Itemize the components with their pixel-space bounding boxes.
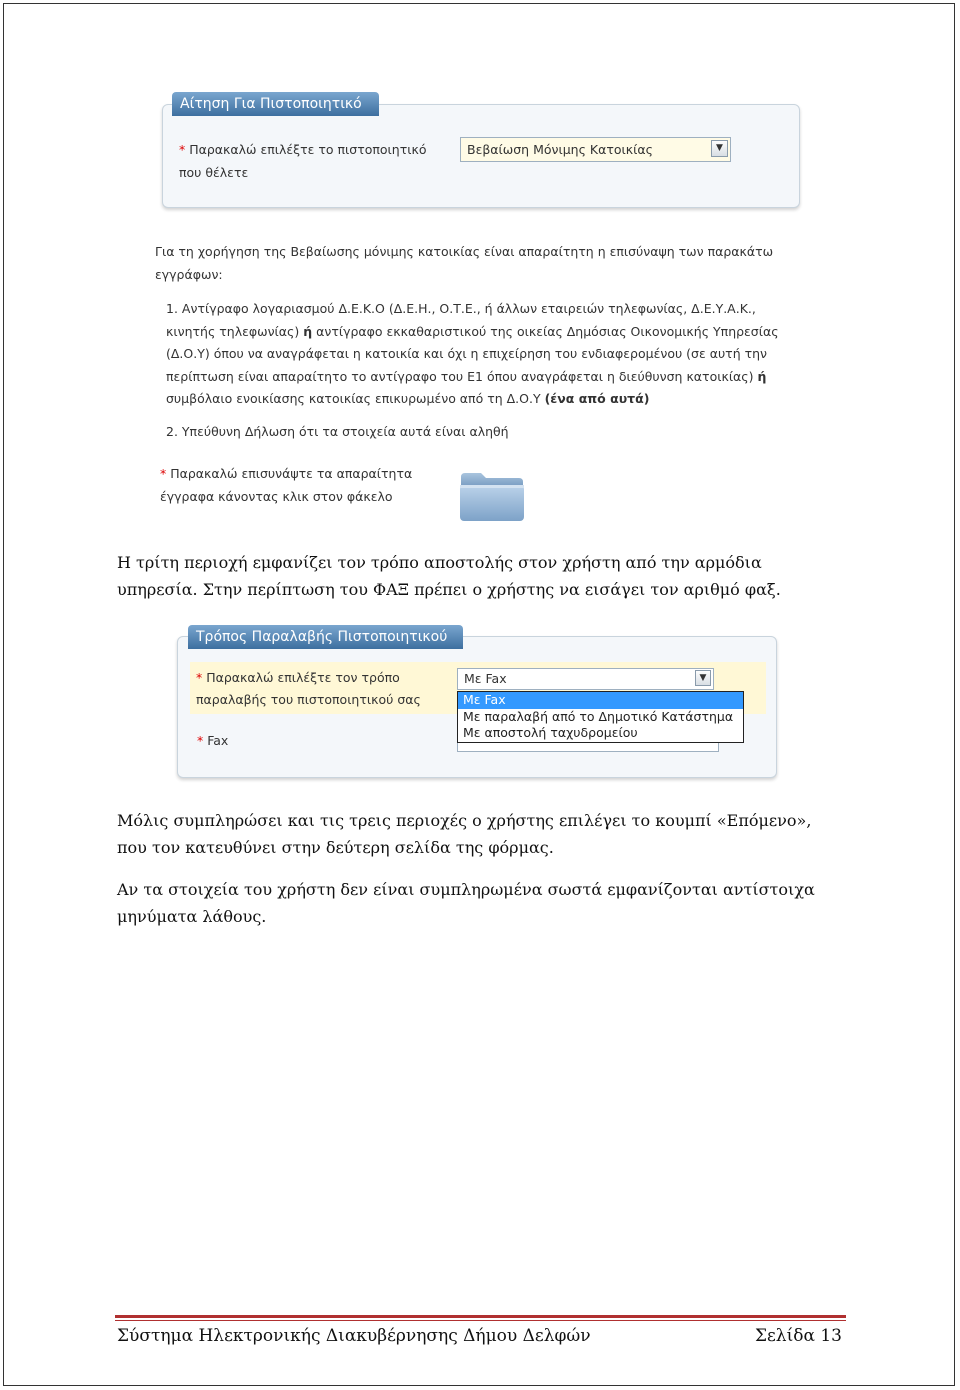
certificate-select-value: Βεβαίωση Μόνιμης Κατοικίας — [467, 142, 653, 157]
required-mark: * — [197, 733, 204, 748]
attach-label — [160, 462, 440, 508]
requirement-item-2-number: 2. — [166, 424, 178, 439]
dropdown-option[interactable]: Με αποστολή ταχυδρομείου — [463, 725, 638, 740]
certificate-request-title: Αίτηση Για Πιστοποιητικό — [172, 92, 379, 116]
required-mark: * — [196, 670, 203, 685]
requirement-item-1 — [166, 298, 786, 411]
delivery-method-title: Τρόπος Παραλαβής Πιστοποιητικού — [188, 625, 463, 649]
delivery-method-select-value: Με Fax — [464, 671, 507, 686]
requirement-item-1-text-c: συμβόλαιο ενοικίασης κατοικίας επικυρωμένο από τη Δ.Ο.Υ — [166, 391, 541, 406]
footer-rule-thin — [115, 1320, 846, 1321]
requirement-item-2-text: Υπεύθυνη Δήλωση ότι τα στοιχεία αυτά είναι αληθή — [181, 424, 509, 439]
attach-label-text: Παρακαλώ επισυνάψτε τα απαραίτητα έγγραφα κάνοντας κλικ στον φάκελο — [160, 466, 413, 504]
required-mark: * — [179, 142, 186, 157]
delivery-method-select[interactable] — [457, 668, 714, 690]
dropdown-option[interactable]: Με παραλαβή από το Δημοτικό Κατάστημα — [463, 708, 734, 724]
dropdown-option[interactable]: Με Fax — [458, 692, 743, 709]
footer-title: Σύστημα Ηλεκτρονικής Διακυβέρνησης Δήμου Δελφών — [117, 1326, 591, 1346]
requirement-item-1-text-b: αντίγραφο εκκαθαριστικού της οικείας Δημόσιας Οικονομικής Υπηρεσίας (Δ.Ο.Υ) όπου να αναγράφεται η κατοικία και όχι η επιχείρηση του ενδιαφερομένου (σε αυτή την περίπτωση είναι απαραίτητο το αντίγραφο του Ε1 όπου αναγράφεται η διεύθυνση κατοικίας) — [166, 323, 779, 384]
certificate-select-label-text: Παρακαλώ επιλέξτε το πιστοποιητικό που θέλετε — [179, 142, 427, 180]
delivery-method-dropdown[interactable] — [457, 691, 744, 743]
certificate-select[interactable] — [460, 137, 731, 162]
fax-label-text: Fax — [207, 733, 229, 748]
requirement-item-1-number: 1. — [166, 301, 178, 316]
requirements-intro: Για τη χορήγηση της Βεβαίωσης μόνιμης κατοικίας είναι απαραίτητη η επισύναψη των παρακάτω εγγράφων: — [155, 244, 774, 282]
delivery-select-label-text: Παρακαλώ επιλέξτε τον τρόπο παραλαβής του πιστοποιητικού σας — [196, 670, 421, 707]
paragraph-1: Η τρίτη περιοχή εμφανίζει τον τρόπο αποστολής στον χρήστη από την αρμόδια υπηρεσία. Στην περίπτωση του ΦΑΞ πρέπει ο χρήστης να εισάγει τον αριθμό φαξ. — [117, 553, 781, 599]
requirement-item-2 — [166, 421, 786, 444]
page-number: Σελίδα 13 — [754, 1326, 842, 1346]
chevron-down-icon[interactable]: ▼ — [695, 670, 711, 686]
requirement-item-1-text-a: Αντίγραφο λογαριασμού Δ.Ε.Κ.Ο (Δ.Ε.Η., Ο.Τ.Ε., ή άλλων εταιρειών τηλεφωνίας, Δ.Ε.Υ.Α.Κ., κινητής τηλεφωνίας) — [166, 301, 756, 339]
footer-rule — [115, 1315, 846, 1318]
requirement-item-1-or-1: ή — [303, 323, 313, 339]
paragraph-3: Αν τα στοιχεία του χρήστη δεν είναι συμπληρωμένα σωστά εμφανίζονται αντίστοιχα μηνύματα λάθους. — [117, 880, 815, 926]
fax-label — [197, 731, 228, 751]
requirement-item-1-or-2: ή — [757, 368, 767, 384]
delivery-select-label — [196, 667, 446, 711]
folder-icon[interactable] — [459, 469, 525, 523]
chevron-down-icon[interactable]: ▼ — [711, 140, 728, 157]
required-mark: * — [160, 466, 167, 481]
paragraph-2: Μόλις συμπληρώσει και τις τρεις περιοχές ο χρήστης επιλέγει το κουμπί «Επόμενο», που τον κατευθύνει στην δεύτερη σελίδα της φόρμας. — [117, 811, 812, 857]
certificate-select-label — [179, 138, 444, 184]
requirement-item-1-note: (ένα από αυτά) — [544, 391, 650, 406]
